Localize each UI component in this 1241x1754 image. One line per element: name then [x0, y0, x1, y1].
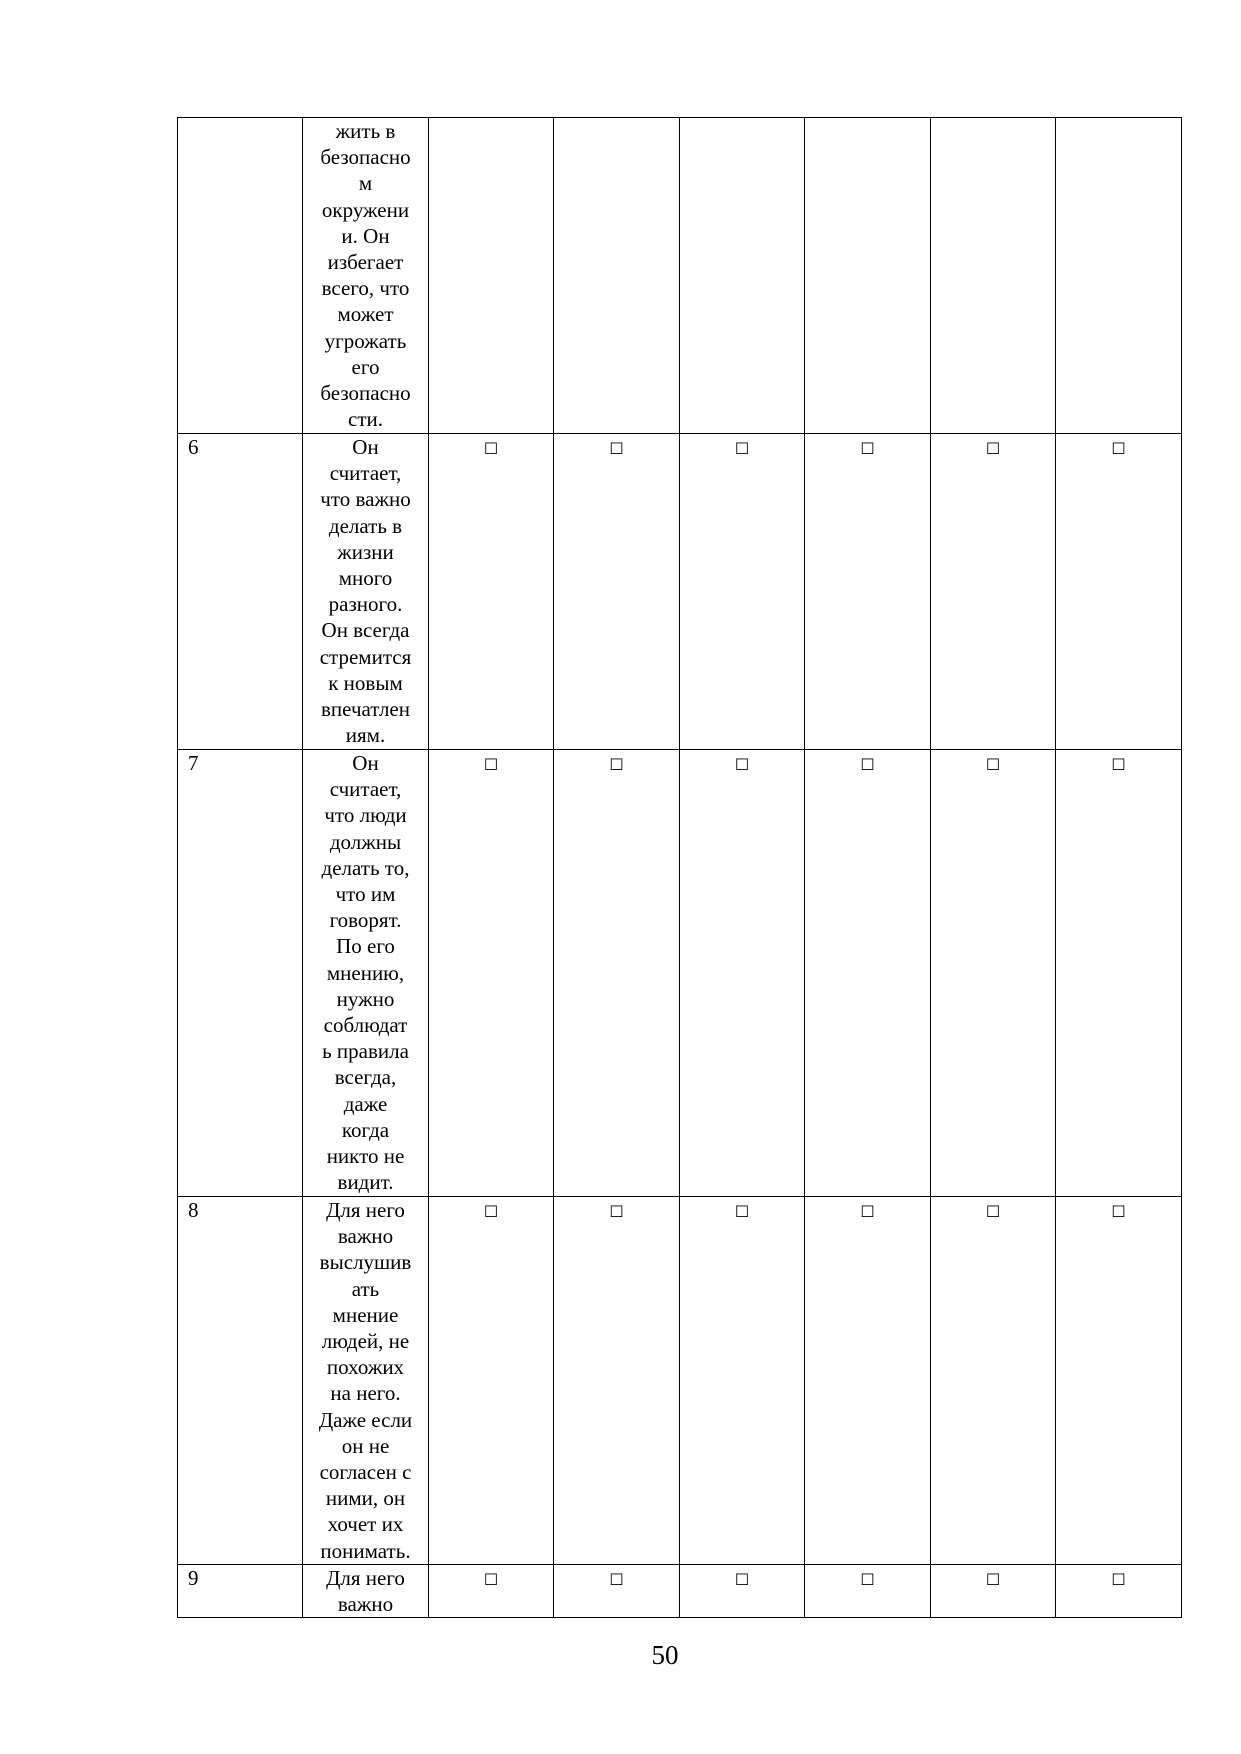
table-row	[178, 1565, 1182, 1618]
rating-option-cell-2[interactable]	[554, 434, 680, 750]
checkbox-icon[interactable]: ☐	[985, 755, 1001, 774]
rating-option-cell-3	[680, 118, 805, 434]
item-number-cell: 6	[178, 434, 303, 750]
statement-line: людей, не	[321, 1329, 410, 1354]
rating-option-cell-4[interactable]	[805, 434, 931, 750]
rating-option-cell-2	[554, 118, 680, 434]
rating-option-cell-5	[931, 118, 1056, 434]
checkbox-icon[interactable]: ☐	[609, 755, 624, 774]
checkbox-icon[interactable]: ☐	[734, 439, 750, 458]
table-row	[178, 434, 1182, 750]
rating-option-cell-1[interactable]	[429, 1197, 554, 1565]
statement-line: на него.	[330, 1381, 401, 1406]
rating-option-cell-6	[1056, 118, 1182, 434]
statement-line: видит.	[337, 1170, 394, 1195]
statement-line: мнению,	[326, 960, 405, 985]
statement-line: он не	[341, 1433, 390, 1458]
statement-line: должны	[329, 829, 402, 854]
rating-option-cell-5[interactable]	[931, 1565, 1056, 1618]
checkbox-icon[interactable]: ☐	[860, 1570, 875, 1589]
statement-line: избегает	[327, 250, 404, 275]
rating-option-cell-6[interactable]	[1056, 750, 1182, 1197]
checkbox-icon[interactable]: ☐	[1111, 1570, 1126, 1589]
statement-line: Он	[352, 751, 379, 775]
rating-option-cell-1	[429, 118, 554, 434]
statement-line: и. Он	[341, 223, 390, 248]
checkbox-icon[interactable]: ☐	[1111, 755, 1126, 774]
checkbox-icon[interactable]: ☐	[483, 755, 499, 774]
statement-cell	[303, 118, 429, 434]
statement-line: мнение	[332, 1302, 399, 1327]
statement-line: сти.	[348, 407, 383, 432]
statement-line: согласен с	[319, 1460, 412, 1485]
checkbox-icon[interactable]: ☐	[1111, 1202, 1126, 1221]
statement-line: Он	[352, 435, 379, 459]
statement-line: Он всегда	[321, 618, 410, 643]
checkbox-icon[interactable]: ☐	[483, 1202, 499, 1221]
statement-line: стремится	[319, 644, 412, 669]
rating-option-cell-2[interactable]	[554, 1197, 680, 1565]
checkbox-icon[interactable]: ☐	[985, 1570, 1001, 1589]
statement-line: ать	[351, 1276, 380, 1301]
statement-line: понимать.	[320, 1538, 411, 1563]
rating-option-cell-1[interactable]	[429, 1565, 554, 1618]
checkbox-icon[interactable]: ☐	[985, 439, 1001, 458]
rating-option-cell-4[interactable]	[805, 1197, 931, 1565]
rating-option-cell-6[interactable]	[1056, 1565, 1182, 1618]
statement-line: По его	[336, 934, 395, 959]
checkbox-icon[interactable]: ☐	[860, 439, 875, 458]
rating-option-cell-6[interactable]	[1056, 1197, 1182, 1565]
item-number-cell: 8	[178, 1197, 303, 1565]
statement-line: разного.	[328, 592, 403, 617]
statement-line: может	[337, 302, 394, 327]
page-number: 50	[651, 1640, 679, 1670]
statement-line: окружени	[321, 197, 410, 222]
statement-line: Для него	[326, 1566, 405, 1590]
statement-line: всего, что	[321, 276, 410, 301]
rating-option-cell-3[interactable]	[680, 434, 805, 750]
checkbox-icon[interactable]: ☐	[609, 439, 624, 458]
statement-line: когда	[341, 1117, 390, 1142]
statement-line: говорят.	[329, 908, 402, 933]
statement-cell	[303, 750, 429, 1197]
rating-option-cell-3[interactable]	[680, 750, 805, 1197]
rating-option-cell-1[interactable]	[429, 434, 554, 750]
statement-line: жить в	[335, 119, 396, 143]
checkbox-icon[interactable]: ☐	[734, 755, 750, 774]
statement-line: важно	[337, 1224, 394, 1249]
checkbox-icon[interactable]: ☐	[483, 439, 499, 458]
checkbox-icon[interactable]: ☐	[609, 1202, 624, 1221]
statement-cell	[303, 1197, 429, 1565]
statement-line: соблюдат	[323, 1013, 408, 1038]
statement-line: Даже если	[318, 1407, 413, 1432]
item-number-cell	[178, 118, 303, 434]
rating-option-cell-3[interactable]	[680, 1197, 805, 1565]
checkbox-icon[interactable]: ☐	[860, 1202, 875, 1221]
rating-option-cell-6[interactable]	[1056, 434, 1182, 750]
statement-line: даже	[343, 1091, 388, 1116]
statement-line: что им	[335, 882, 396, 907]
checkbox-icon[interactable]: ☐	[860, 755, 875, 774]
statement-line: Для него	[326, 1198, 405, 1222]
statement-line: делать то,	[321, 855, 410, 880]
rating-option-cell-4[interactable]	[805, 750, 931, 1197]
checkbox-icon[interactable]: ☐	[609, 1570, 624, 1589]
checkbox-icon[interactable]: ☐	[734, 1570, 750, 1589]
statement-line: ь правила	[322, 1039, 409, 1064]
statement-line: считает,	[329, 777, 402, 802]
statement-line: что важно	[320, 487, 411, 512]
checkbox-icon[interactable]: ☐	[734, 1202, 750, 1221]
checkbox-icon[interactable]: ☐	[1111, 439, 1126, 458]
statement-cell	[303, 1565, 429, 1618]
statement-line: жизни	[337, 539, 394, 564]
statement-line: угрожать	[324, 328, 407, 353]
rating-option-cell-5[interactable]	[931, 750, 1056, 1197]
statement-line: никто не	[326, 1144, 405, 1169]
checkbox-icon[interactable]: ☐	[985, 1202, 1001, 1221]
item-number-cell: 7	[178, 750, 303, 1197]
statement-line: м	[358, 171, 373, 196]
values-survey-table	[177, 117, 1182, 1618]
statement-line: много	[338, 566, 393, 591]
statement-line: к новым	[328, 670, 403, 695]
statement-line: важно	[337, 1592, 394, 1617]
rating-option-cell-5[interactable]	[931, 1197, 1056, 1565]
table-row	[178, 1197, 1182, 1565]
rating-option-cell-1[interactable]	[429, 750, 554, 1197]
statement-line: считает,	[329, 461, 402, 486]
statement-line: безопасно	[320, 145, 411, 170]
table-row	[178, 118, 1182, 434]
item-number-cell: 9	[178, 1565, 303, 1618]
rating-option-cell-2[interactable]	[554, 750, 680, 1197]
statement-line: его	[351, 354, 380, 379]
statement-line: всегда,	[334, 1065, 397, 1090]
rating-option-cell-3[interactable]	[680, 1565, 805, 1618]
rating-option-cell-2[interactable]	[554, 1565, 680, 1618]
statement-line: ними, он	[325, 1486, 406, 1511]
statement-line: похожих	[326, 1355, 405, 1380]
statement-line: что люди	[324, 803, 407, 828]
table-row	[178, 750, 1182, 1197]
statement-line: безопасно	[320, 381, 411, 406]
checkbox-icon[interactable]: ☐	[483, 1570, 499, 1589]
rating-option-cell-4[interactable]	[805, 1565, 931, 1618]
statement-line: впечатлен	[321, 697, 410, 722]
statement-line: делать в	[328, 513, 403, 538]
statement-cell	[303, 434, 429, 750]
statement-line: иям.	[345, 723, 386, 748]
statement-line: выслушив	[319, 1250, 412, 1275]
statement-line: нужно	[336, 986, 395, 1011]
rating-option-cell-4	[805, 118, 931, 434]
rating-option-cell-5[interactable]	[931, 434, 1056, 750]
statement-line: хочет их	[327, 1512, 404, 1537]
